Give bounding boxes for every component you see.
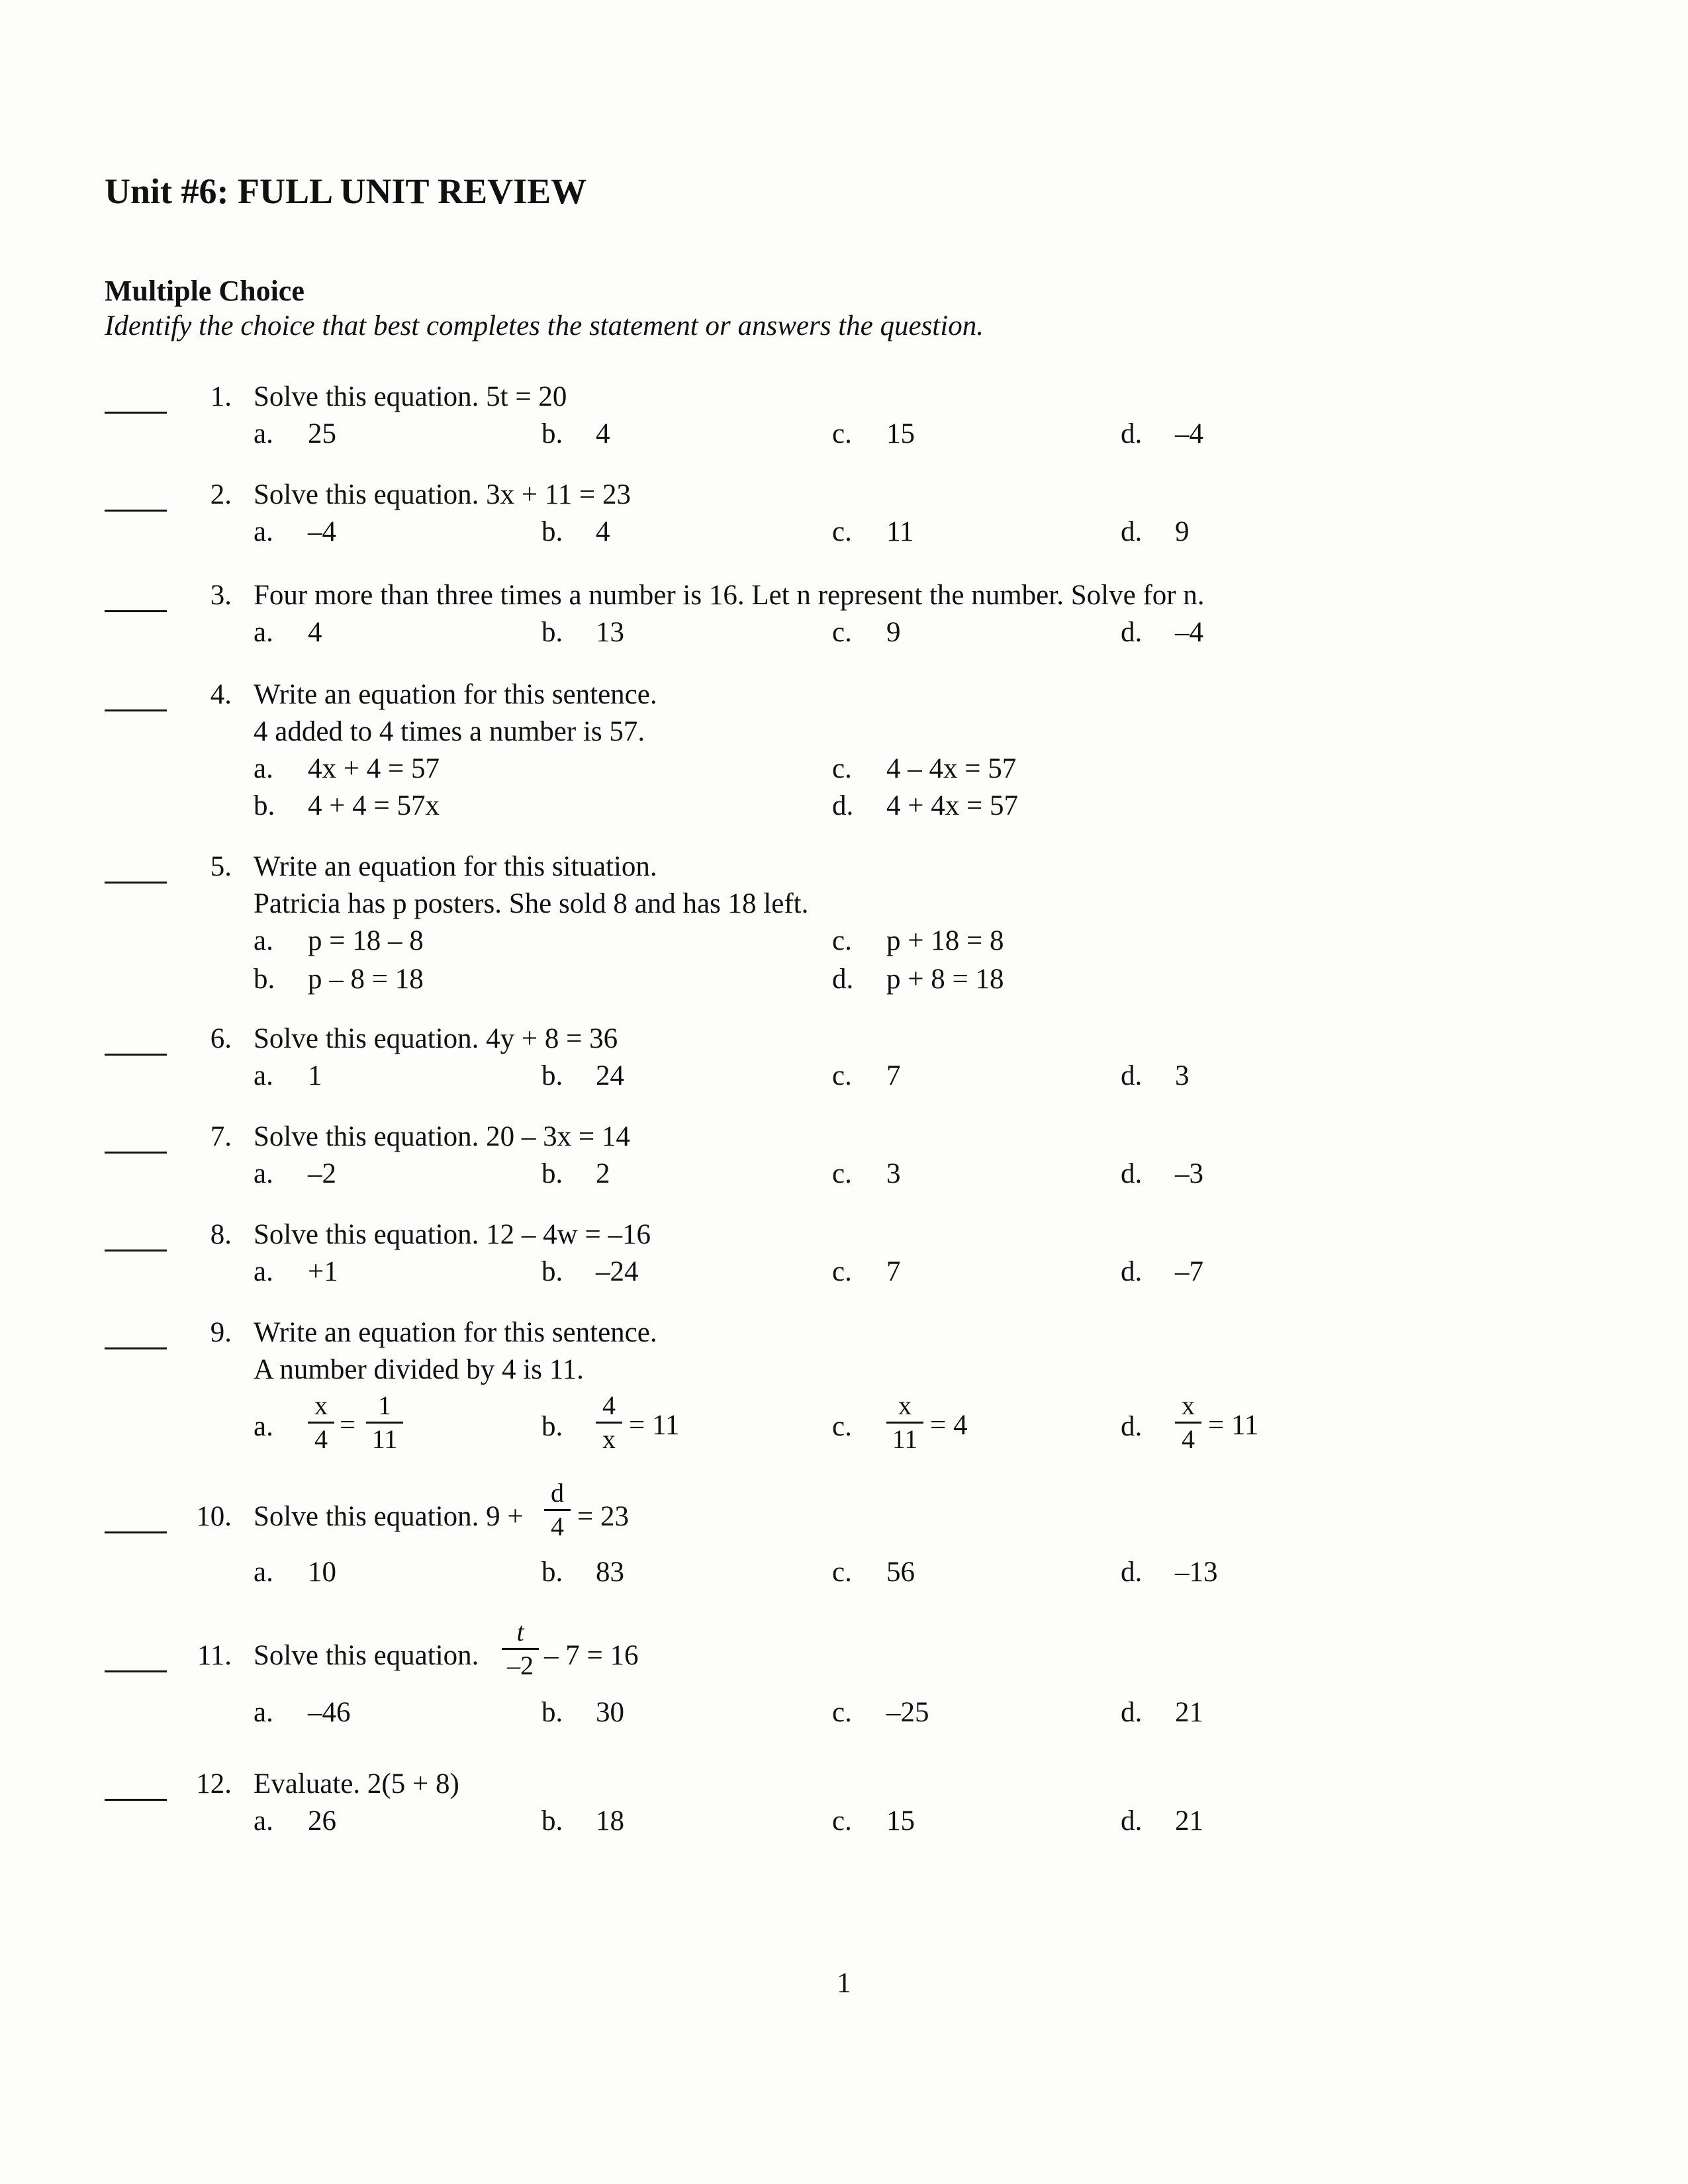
- answer-blank[interactable]: [105, 1347, 167, 1349]
- option-d: 4 + 4x = 57: [886, 790, 1019, 821]
- option-label-d: d.: [1121, 1697, 1143, 1728]
- page-title: Unit #6: FULL UNIT REVIEW: [105, 171, 587, 211]
- answer-blank[interactable]: [105, 1054, 167, 1056]
- option-label-d: d.: [1121, 1158, 1143, 1189]
- denominator: 4: [1182, 1424, 1195, 1454]
- option-a-equals: =: [340, 1410, 356, 1441]
- question-number: 6.: [210, 1023, 232, 1054]
- option-label-a: a.: [254, 1158, 273, 1189]
- option-label-d: d.: [832, 790, 854, 821]
- question-number: 12.: [196, 1768, 232, 1799]
- question-number: 2.: [210, 479, 232, 510]
- denominator: 4: [314, 1424, 328, 1454]
- question-stem-line-2: Patricia has p posters. She sold 8 and has 18 left.: [254, 888, 809, 919]
- option-a: 1: [308, 1060, 322, 1091]
- numerator: 4: [602, 1390, 616, 1420]
- option-b-rhs: = 11: [629, 1410, 680, 1441]
- question-stem: Solve this equation. 12 – 4w = –16: [254, 1219, 651, 1250]
- option-label-a: a.: [254, 1805, 273, 1837]
- question-number: 4.: [210, 679, 232, 710]
- option-d: 21: [1175, 1805, 1203, 1837]
- option-label-c: c.: [832, 925, 852, 956]
- option-a: 25: [308, 418, 336, 449]
- option-a: 26: [308, 1805, 336, 1837]
- option-label-b: b.: [541, 1158, 563, 1189]
- denominator: 11: [371, 1424, 398, 1454]
- option-a-fraction-right: [366, 1391, 403, 1454]
- numerator: d: [551, 1478, 564, 1508]
- option-label-b: b.: [541, 516, 563, 547]
- option-c: 11: [886, 516, 914, 547]
- numerator: t: [516, 1617, 524, 1647]
- answer-blank[interactable]: [105, 510, 167, 512]
- question-stem: Solve this equation. 5t = 20: [254, 381, 567, 412]
- answer-blank[interactable]: [105, 1531, 167, 1533]
- option-label-d: d.: [832, 964, 854, 995]
- option-b: 18: [596, 1805, 624, 1837]
- option-c: 9: [886, 617, 901, 648]
- numerator: x: [314, 1390, 328, 1420]
- section-heading: Multiple Choice: [105, 275, 305, 307]
- option-label-b: b.: [541, 1256, 563, 1287]
- instructions: Identify the choice that best completes the statement or answers the question.: [105, 310, 984, 341]
- question-number: 10.: [196, 1501, 232, 1532]
- option-d: p + 8 = 18: [886, 964, 1004, 995]
- option-label-d: d.: [1121, 418, 1143, 449]
- answer-blank[interactable]: [105, 1152, 167, 1154]
- option-d: –3: [1175, 1158, 1203, 1189]
- denominator: 4: [551, 1512, 564, 1541]
- option-c: –25: [886, 1697, 929, 1728]
- option-b: 24: [596, 1060, 624, 1091]
- question-stem: Solve this equation. 9 +: [254, 1501, 524, 1532]
- option-d-rhs: = 11: [1208, 1410, 1259, 1441]
- answer-blank[interactable]: [105, 882, 167, 884]
- option-label-c: c.: [832, 617, 852, 648]
- option-label-b: b.: [541, 418, 563, 449]
- answer-blank[interactable]: [105, 610, 167, 612]
- option-c: 56: [886, 1557, 915, 1588]
- option-label-a: a.: [254, 1256, 273, 1287]
- option-b: –24: [596, 1256, 639, 1287]
- stem-fraction: [502, 1617, 539, 1680]
- page-number: 1: [837, 1968, 851, 1999]
- numerator: x: [898, 1390, 912, 1420]
- option-label-b: b.: [541, 1060, 563, 1091]
- denominator: 11: [892, 1424, 918, 1454]
- option-d: 9: [1175, 516, 1190, 547]
- option-label-a: a.: [254, 925, 273, 956]
- option-c: 7: [886, 1060, 901, 1091]
- option-b-fraction: [596, 1391, 622, 1454]
- question-number: 8.: [210, 1219, 232, 1250]
- question-stem: Solve this equation. 20 – 3x = 14: [254, 1121, 630, 1152]
- option-label-a: a.: [254, 516, 273, 547]
- numerator: 1: [378, 1390, 391, 1420]
- option-b: 4: [596, 516, 610, 547]
- option-label-c: c.: [832, 1060, 852, 1091]
- question-number: 1.: [210, 381, 232, 412]
- option-label-b: b.: [541, 617, 563, 648]
- stem-rhs: – 7 = 16: [544, 1640, 639, 1671]
- option-label-a: a.: [254, 1697, 273, 1728]
- option-d-fraction: [1175, 1391, 1201, 1454]
- option-a: 10: [308, 1557, 336, 1588]
- option-label-d: d.: [1121, 1805, 1143, 1837]
- option-label-b: b.: [254, 790, 275, 821]
- question-stem: Evaluate. 2(5 + 8): [254, 1768, 459, 1799]
- option-label-d: d.: [1121, 516, 1143, 547]
- option-label-a: a.: [254, 1411, 273, 1442]
- option-label-a: a.: [254, 617, 273, 648]
- option-label-a: a.: [254, 418, 273, 449]
- option-c: p + 18 = 8: [886, 925, 1004, 956]
- option-c-fraction: [886, 1391, 923, 1454]
- numerator: x: [1182, 1390, 1195, 1420]
- option-label-b: b.: [254, 964, 275, 995]
- question-stem: Solve this equation.: [254, 1640, 479, 1671]
- stem-fraction: [544, 1479, 571, 1541]
- question-stem: Write an equation for this sentence.: [254, 1317, 657, 1348]
- option-label-a: a.: [254, 1557, 273, 1588]
- option-label-c: c.: [832, 1805, 852, 1837]
- answer-blank[interactable]: [105, 1799, 167, 1801]
- option-c-rhs: = 4: [930, 1410, 968, 1441]
- option-d: –4: [1175, 617, 1203, 648]
- option-label-d: d.: [1121, 1060, 1143, 1091]
- option-b: 13: [596, 617, 624, 648]
- option-a: –4: [308, 516, 336, 547]
- denominator: x: [602, 1424, 616, 1454]
- option-d: –4: [1175, 418, 1203, 449]
- option-label-b: b.: [541, 1557, 563, 1588]
- option-label-c: c.: [832, 418, 852, 449]
- option-label-a: a.: [254, 1060, 273, 1091]
- option-b: 30: [596, 1697, 624, 1728]
- option-label-d: d.: [1121, 1411, 1143, 1442]
- option-d: 21: [1175, 1697, 1203, 1728]
- answer-blank[interactable]: [105, 412, 167, 414]
- question-number: 7.: [210, 1121, 232, 1152]
- option-label-c: c.: [832, 1411, 852, 1442]
- question-stem: Write an equation for this situation.: [254, 851, 657, 882]
- option-d: 3: [1175, 1060, 1190, 1091]
- option-label-c: c.: [832, 1158, 852, 1189]
- option-label-b: b.: [541, 1697, 563, 1728]
- option-b: 83: [596, 1557, 624, 1588]
- stem-rhs: = 23: [577, 1501, 630, 1532]
- option-c: 7: [886, 1256, 901, 1287]
- question-stem: Solve this equation. 3x + 11 = 23: [254, 479, 632, 510]
- option-b: 2: [596, 1158, 610, 1189]
- option-label-a: a.: [254, 753, 273, 784]
- option-d: –7: [1175, 1256, 1203, 1287]
- question-stem-line-2: 4 added to 4 times a number is 57.: [254, 716, 645, 747]
- option-c: 15: [886, 418, 915, 449]
- question-stem: Solve this equation. 4y + 8 = 36: [254, 1023, 618, 1054]
- option-b: 4 + 4 = 57x: [308, 790, 440, 821]
- question-stem: Write an equation for this sentence.: [254, 679, 657, 710]
- option-label-c: c.: [832, 753, 852, 784]
- option-label-c: c.: [832, 1697, 852, 1728]
- option-b: 4: [596, 418, 610, 449]
- option-label-c: c.: [832, 1557, 852, 1588]
- answer-blank[interactable]: [105, 1670, 167, 1672]
- question-number: 3.: [210, 580, 232, 611]
- option-a: +1: [308, 1256, 338, 1287]
- option-a-fraction-left: [308, 1391, 334, 1454]
- option-d: –13: [1175, 1557, 1218, 1588]
- option-c: 15: [886, 1805, 915, 1837]
- option-b: p – 8 = 18: [308, 964, 424, 995]
- question-number: 5.: [210, 851, 232, 882]
- option-label-c: c.: [832, 1256, 852, 1287]
- option-c: 4 – 4x = 57: [886, 753, 1017, 784]
- option-c: 3: [886, 1158, 901, 1189]
- option-label-d: d.: [1121, 1256, 1143, 1287]
- question-stem: Four more than three times a number is 16. Let n represent the number. Solve for n.: [254, 580, 1205, 611]
- option-label-c: c.: [832, 516, 852, 547]
- option-a: –2: [308, 1158, 336, 1189]
- answer-blank[interactable]: [105, 709, 167, 711]
- option-label-d: d.: [1121, 617, 1143, 648]
- option-a: 4: [308, 617, 322, 648]
- question-number: 9.: [210, 1317, 232, 1348]
- option-label-d: d.: [1121, 1557, 1143, 1588]
- denominator: –2: [507, 1651, 534, 1680]
- option-a: p = 18 – 8: [308, 925, 424, 956]
- answer-blank[interactable]: [105, 1250, 167, 1251]
- question-stem-line-2: A number divided by 4 is 11.: [254, 1354, 584, 1385]
- option-label-b: b.: [541, 1411, 563, 1442]
- option-label-b: b.: [541, 1805, 563, 1837]
- option-a: –46: [308, 1697, 351, 1728]
- question-number: 11.: [197, 1640, 232, 1671]
- option-a: 4x + 4 = 57: [308, 753, 440, 784]
